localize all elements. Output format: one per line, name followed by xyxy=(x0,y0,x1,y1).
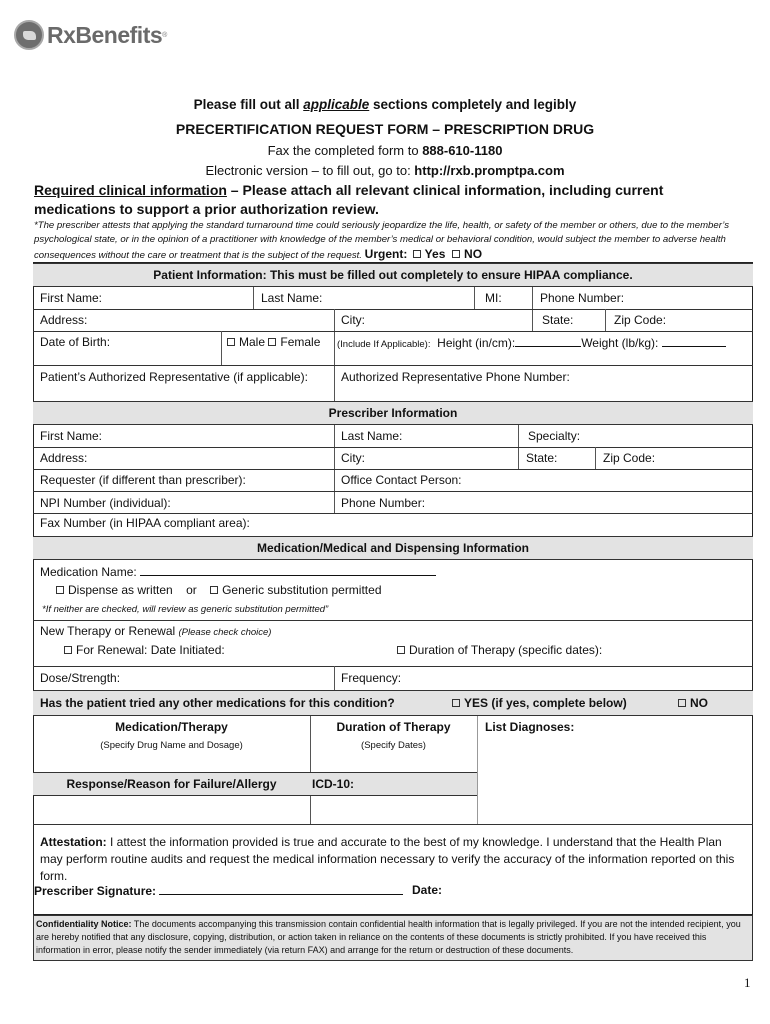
height-field[interactable]: Height (in/cm): xyxy=(437,336,516,350)
patient-rep-field[interactable]: Patient’s Authorized Representative (if applicable): xyxy=(40,370,308,384)
history-no-checkbox[interactable] xyxy=(678,699,686,707)
npi-field[interactable]: NPI Number (individual): xyxy=(40,496,171,510)
renewal-checkbox[interactable] xyxy=(64,646,72,654)
patient-first-name-field[interactable]: First Name: xyxy=(40,291,103,305)
fill-instruction: Please fill out all applicable sections completely and legibly xyxy=(193,97,577,112)
form-title: PRECERTIFICATION REQUEST FORM – PRESCRIPTION DRUG xyxy=(175,121,595,137)
medication-section-header: Medication/Medical and Dispensing Information xyxy=(33,536,753,560)
new-therapy-label: New Therapy or Renewal (Please check choice) xyxy=(40,624,272,638)
confidentiality-notice: Confidentiality Notice: The documents accompanying this transmission contain confidential health information that is legally privileged. If you are not the intended recipient, you are hereby notified that any disclosure, copying, distribution, or action taken in reliance on the contents of these documents is strictly prohibited. If you have received this information in error, please notify the sender immediately (via return FAX) and arrange for the return or destruction of these documents. xyxy=(33,915,753,961)
prescriber-last-name-field[interactable]: Last Name: xyxy=(341,429,403,443)
prescriber-state-field[interactable]: State: xyxy=(526,451,558,465)
duration-col: Duration of Therapy xyxy=(336,720,451,734)
page-number: 1 xyxy=(744,975,751,990)
date-field[interactable]: Date: xyxy=(412,883,443,897)
neither-checked-note: *If neither are checked, will review as generic substitution permitted” xyxy=(42,604,329,615)
prescriber-city-field[interactable]: City: xyxy=(341,451,365,465)
rxbenefits-logo: RxBenefits ® xyxy=(14,18,167,52)
history-question-row xyxy=(33,690,753,716)
dispense-as-written-checkbox[interactable] xyxy=(56,586,64,594)
generic-substitution-checkbox[interactable] xyxy=(210,586,218,594)
gender-choice: Male Female xyxy=(227,335,320,349)
icd-10-field[interactable]: ICD-10: xyxy=(312,777,355,791)
response-icd-header: Response/Reason for Failure/Allergy ICD-10: xyxy=(33,772,477,796)
logo-text: RxBenefits xyxy=(47,21,163,48)
history-yes-checkbox[interactable] xyxy=(452,699,460,707)
fax-number: 888-610-1180 xyxy=(422,143,503,158)
medication-name-field[interactable]: Medication Name: xyxy=(40,564,436,579)
height-weight-row: (Include If Applicable): Height (in/cm): Weight (lb/kg): xyxy=(337,335,726,350)
med-therapy-sub: (Specify Drug Name and Dosage) xyxy=(100,740,243,751)
fax-line: Fax the completed form to 888-610-1180 xyxy=(267,143,503,158)
requester-field[interactable]: Requester (if different than prescriber): xyxy=(40,473,246,487)
electronic-line: Electronic version – to fill out, go to: http://rxb.promptpa.com xyxy=(205,163,565,178)
attestation-text: Attestation: I attest the information provided is true and accurate to the best of my knowledge. I understand that the Health Plan may perform routine audits and request the medical information necessary to verify the accuracy of the information reported on this form. xyxy=(40,835,735,883)
patient-city-field[interactable]: City: xyxy=(341,313,365,327)
prescriber-address-field[interactable]: Address: xyxy=(40,451,88,465)
patient-address-field[interactable]: Address: xyxy=(40,313,88,327)
female-checkbox[interactable] xyxy=(268,338,276,346)
duration-sub: (Specify Dates) xyxy=(361,740,426,751)
urgent-attestation-note: *The prescriber attests that applying the standard turnaround time could seriously jeopardize the life, health, or safety of the member or others, due to the member’s psychological state, or in the opinion of a practitioner with knowledge of the member’s medical or behavioral condition, would subject the member to adverse health consequences without the care or treatment that is the subject of the request. Urgent: Yes NO xyxy=(34,220,730,261)
patient-zip-field[interactable]: Zip Code: xyxy=(614,313,667,327)
patient-state-field[interactable]: State: xyxy=(542,313,574,327)
electronic-url-link[interactable]: http://rxb.promptpa.com xyxy=(414,163,565,178)
list-diagnoses-field[interactable]: List Diagnoses: xyxy=(485,720,575,734)
urgent-no-checkbox[interactable] xyxy=(452,250,460,258)
patient-last-name-field[interactable]: Last Name: xyxy=(261,291,323,305)
rep-phone-field[interactable]: Authorized Representative Phone Number: xyxy=(341,370,570,384)
prescriber-specialty-field[interactable]: Specialty: xyxy=(528,429,581,443)
patient-dob-field[interactable]: Date of Birth: xyxy=(40,335,111,349)
duration-checkbox[interactable] xyxy=(397,646,405,654)
patient-phone-field[interactable]: Phone Number: xyxy=(540,291,625,305)
history-no-option: NO xyxy=(678,696,708,710)
weight-field[interactable]: Weight (lb/kg): xyxy=(581,336,659,350)
office-contact-field[interactable]: Office Contact Person: xyxy=(341,473,462,487)
urgent-yes-checkbox[interactable] xyxy=(413,250,421,258)
patient-section-header: Patient Information: This must be filled out completely to ensure HIPAA compliance. xyxy=(33,263,753,287)
prescriber-zip-field[interactable]: Zip Code: xyxy=(603,451,656,465)
patient-mi-field[interactable]: MI: xyxy=(485,291,502,305)
logo-mark-icon xyxy=(14,20,44,50)
frequency-field[interactable]: Frequency: xyxy=(341,671,402,685)
prescriber-phone-field[interactable]: Phone Number: xyxy=(341,496,426,510)
history-question: Has the patient tried any other medications for this condition? xyxy=(40,696,395,710)
signature-field[interactable]: Prescriber Signature: xyxy=(34,883,403,898)
dispense-options: Dispense as written or Generic substitution permitted xyxy=(56,583,382,597)
history-yes-option: YES (if yes, complete below) xyxy=(452,696,627,710)
renewal-option: For Renewal: Date Initiated: xyxy=(64,643,225,657)
male-checkbox[interactable] xyxy=(227,338,235,346)
med-therapy-col: Medication/Therapy xyxy=(115,720,228,734)
prescriber-fax-field[interactable]: Fax Number (in HIPAA compliant area): xyxy=(40,516,250,530)
required-clinical-info: Required clinical information – Please attach all relevant clinical information, including current medications to support a prior authorization review. xyxy=(34,182,664,217)
duration-option: Duration of Therapy (specific dates): xyxy=(397,643,602,657)
prescriber-first-name-field[interactable]: First Name: xyxy=(40,429,103,443)
urgent-label: Urgent: xyxy=(364,247,408,261)
prescriber-section-header: Prescriber Information xyxy=(33,401,753,425)
dose-strength-field[interactable]: Dose/Strength: xyxy=(40,671,121,685)
